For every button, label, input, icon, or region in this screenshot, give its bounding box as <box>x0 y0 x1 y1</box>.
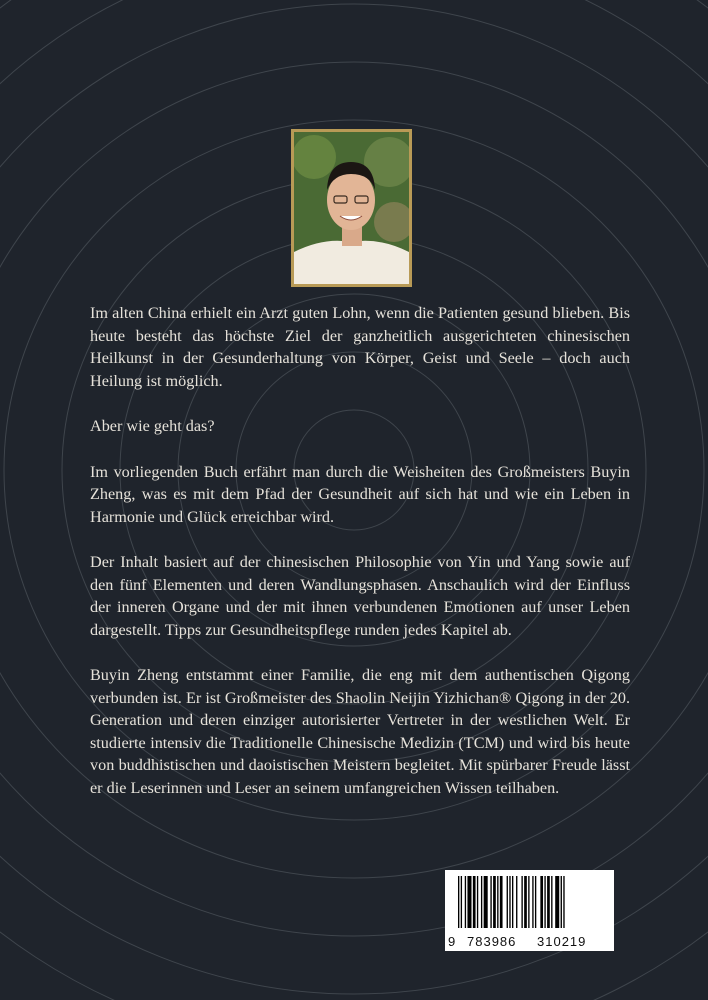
barcode-bar <box>509 876 510 928</box>
barcode-bar <box>563 876 564 928</box>
isbn-right-digits: 310219 <box>537 934 587 949</box>
barcode-bar <box>493 876 496 928</box>
barcode-bar <box>473 876 476 928</box>
barcode-bar <box>512 876 513 928</box>
barcode-bar <box>467 876 471 928</box>
barcode-bar <box>555 876 559 928</box>
author-portrait <box>291 129 412 287</box>
barcode-bar <box>516 876 517 928</box>
barcode-bar <box>532 876 533 928</box>
back-cover-text <box>90 302 630 822</box>
barcode-bar <box>524 876 527 928</box>
barcode-bar <box>500 876 503 928</box>
isbn-left-digits: 783986 <box>467 934 517 949</box>
isbn-barcode <box>445 870 614 951</box>
isbn-number <box>445 931 614 949</box>
barcode-bar <box>507 876 508 928</box>
isbn-lead-digit: 9 <box>448 934 457 949</box>
barcode-bar <box>561 876 562 928</box>
barcode-bar <box>528 876 529 928</box>
paragraph-author: Buyin Zheng entstammt einer Familie, die eng mit dem authentischen Qigong verbunden ist. Er ist Großmeister des Shaolin Neijin Yizhichan® Qigong in der 20. Generation und deren einziger autorisierter Vertreter in der westlichen Welt. Er studierte intensiv die Traditionelle Chinesische Medizin (TCM) und wird bis heute von buddhistischen und daoistischen Meistern begleitet. Mit spürbarer Freude lässt er die Leserinnen und Leser an seinem umfangreichen Wissen teilhaben. <box>90 666 630 797</box>
barcode-bar <box>458 876 459 928</box>
paragraph-book: Im vorliegenden Buch erfährt man durch die Weisheiten des Großmeisters Buyin Zheng, was es mit dem Pfad der Gesundheit auf sich hat und wie ein Leben in Harmonie und Glück erreichbar wird. <box>90 462 630 526</box>
barcode-bar <box>484 876 488 928</box>
barcode-bar <box>551 876 552 928</box>
barcode-bar <box>465 876 466 928</box>
barcode-bar <box>521 876 522 928</box>
barcode-bar <box>481 876 482 928</box>
author-portrait-icon <box>294 132 409 284</box>
barcode-bar <box>540 876 543 928</box>
barcode-bar <box>547 876 550 928</box>
barcode-bar <box>461 876 462 928</box>
barcode-bar <box>497 876 498 928</box>
paragraph-content: Der Inhalt basiert auf der chinesischen Philosophie von Yin und Yang sowie auf den fünf Elementen und deren Wandlungsphasen. Anschaulich wird der Einfluss der inneren Organe und der mit ihnen verbundenen Emotionen auf unser Leben dargestellt. Tipps zur Gesundheitspflege runden jedes Kapitel ab. <box>90 553 630 639</box>
paragraph-intro: Im alten China erhielt ein Arzt guten Lohn, wenn die Patienten gesund blieben. Bis heute besteht das höchste Ziel der ganzheitlich ausgerichteten chinesischen Heilkunst in der Gesunderhaltung von Körper, Geist und Seele – doch auch Heilung ist möglich. <box>90 304 630 390</box>
barcode-bar <box>477 876 478 928</box>
paragraph-question: Aber wie geht das? <box>90 417 215 435</box>
barcode-bar <box>535 876 536 928</box>
barcode-bar <box>490 876 491 928</box>
barcode-bar <box>544 876 545 928</box>
